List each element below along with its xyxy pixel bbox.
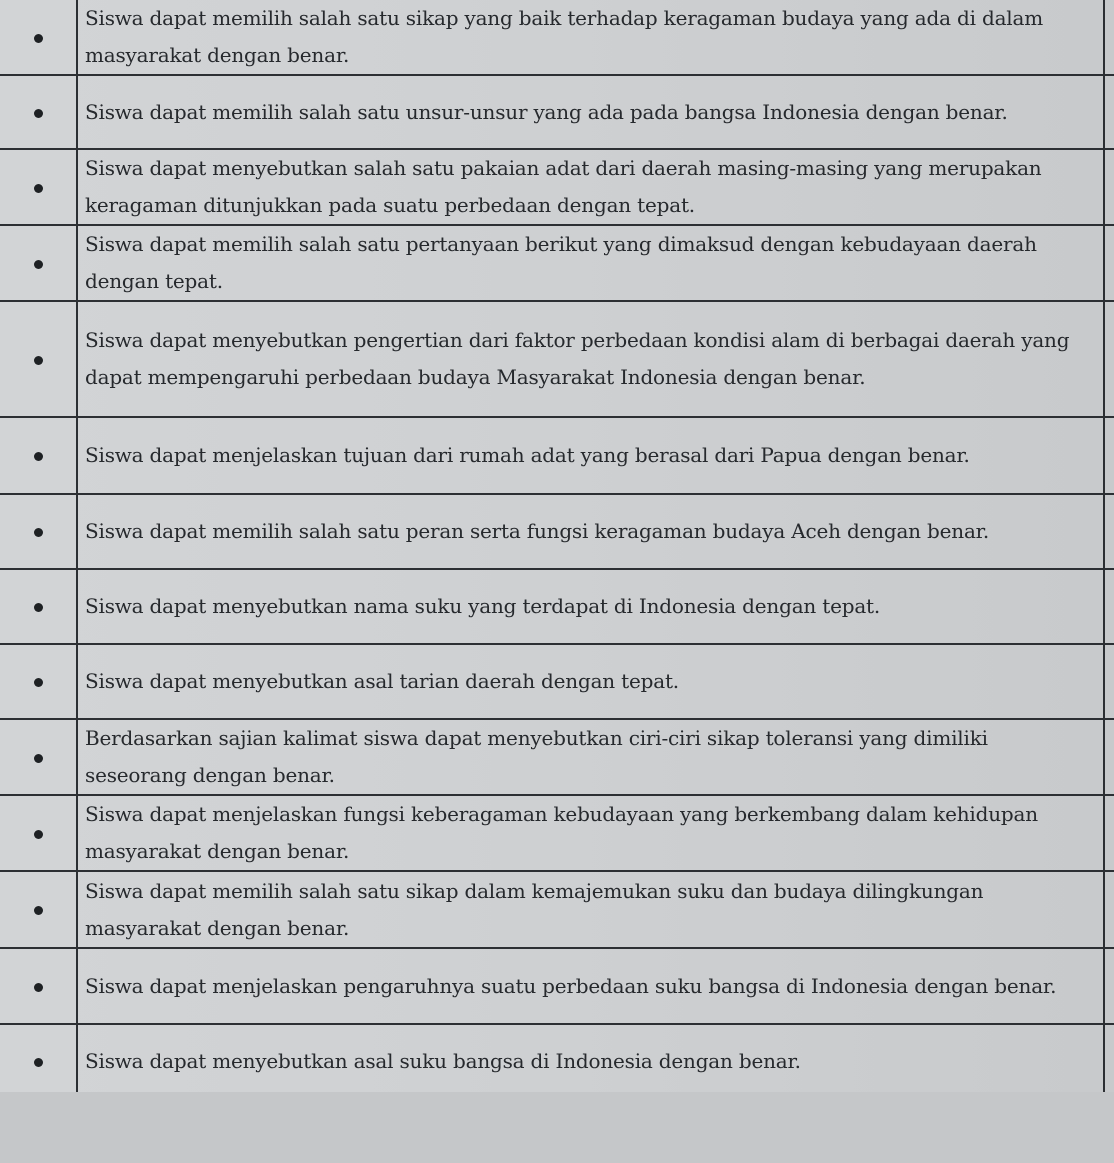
table-row <box>0 75 1114 149</box>
bullet-icon <box>34 754 43 763</box>
indicator-text: Siswa dapat memilih salah satu unsur-unsur yang ada pada bangsa Indonesia dengan benar. <box>77 75 1104 149</box>
table-row <box>0 719 1114 795</box>
bullet-icon <box>34 830 43 839</box>
bullet-icon <box>34 678 43 687</box>
indicator-text: Berdasarkan sajian kalimat siswa dapat menyebutkan ciri-ciri sikap toleransi yang dimiliki seseorang dengan benar. <box>77 719 1104 795</box>
indicator-text: Siswa dapat menjelaskan pengaruhnya suatu perbedaan suku bangsa di Indonesia dengan benar. <box>77 948 1104 1024</box>
bullet-icon <box>34 452 43 461</box>
bullet-icon <box>34 184 43 193</box>
empty-cell <box>1104 494 1114 569</box>
indicator-text: Siswa dapat menyebutkan salah satu pakaian adat dari daerah masing-masing yang merupakan keragaman ditunjukkan pada suatu perbedaan dengan tepat. <box>77 149 1104 225</box>
table-row <box>0 948 1114 1024</box>
bullet-icon <box>34 528 43 537</box>
indicator-text: Siswa dapat memilih salah satu sikap dalam kemajemukan suku dan budaya dilingkungan masyarakat dengan benar. <box>77 871 1104 948</box>
indicator-text: Siswa dapat menyebutkan asal tarian daerah dengan tepat. <box>77 644 1104 719</box>
indicator-text: Siswa dapat memilih salah satu sikap yang baik terhadap keragaman budaya yang ada di dalam masyarakat dengan benar. <box>77 0 1104 75</box>
table-row <box>0 417 1114 494</box>
table-row <box>0 0 1114 75</box>
bullet-cell <box>0 0 77 75</box>
empty-cell <box>1104 417 1114 494</box>
bullet-cell <box>0 795 77 871</box>
indicator-text: Siswa dapat menyebutkan nama suku yang terdapat di Indonesia dengan tepat. <box>77 569 1104 644</box>
empty-cell <box>1104 301 1114 417</box>
bullet-cell <box>0 149 77 225</box>
bullet-icon <box>34 1058 43 1067</box>
page-bottom-margin <box>0 1092 1114 1163</box>
empty-cell <box>1104 225 1114 301</box>
empty-cell <box>1104 569 1114 644</box>
empty-cell <box>1104 149 1114 225</box>
bullet-cell <box>0 301 77 417</box>
bullet-cell <box>0 494 77 569</box>
table-row <box>0 301 1114 417</box>
empty-cell <box>1104 75 1114 149</box>
bullet-cell <box>0 871 77 948</box>
bullet-icon <box>34 356 43 365</box>
bullet-icon <box>34 603 43 612</box>
table-row <box>0 871 1114 948</box>
indicator-text: Siswa dapat menjelaskan tujuan dari rumah adat yang berasal dari Papua dengan benar. <box>77 417 1104 494</box>
bullet-icon <box>34 260 43 269</box>
bullet-cell <box>0 75 77 149</box>
empty-cell <box>1104 1024 1114 1098</box>
empty-cell <box>1104 0 1114 75</box>
bullet-cell <box>0 948 77 1024</box>
table-row <box>0 644 1114 719</box>
table-row <box>0 795 1114 871</box>
empty-cell <box>1104 871 1114 948</box>
bullet-icon <box>34 906 43 915</box>
indicator-text: Siswa dapat memilih salah satu peran serta fungsi keragaman budaya Aceh dengan benar. <box>77 494 1104 569</box>
bullet-icon <box>34 34 43 43</box>
bullet-cell <box>0 644 77 719</box>
indicator-text: Siswa dapat menyebutkan asal suku bangsa di Indonesia dengan benar. <box>77 1024 1104 1098</box>
bullet-cell <box>0 719 77 795</box>
empty-cell <box>1104 795 1114 871</box>
bullet-cell <box>0 417 77 494</box>
indicator-text: Siswa dapat menjelaskan fungsi keberagaman kebudayaan yang berkembang dalam kehidupan masyarakat dengan benar. <box>77 795 1104 871</box>
bullet-icon <box>34 109 43 118</box>
table-row <box>0 569 1114 644</box>
table-row <box>0 494 1114 569</box>
empty-cell <box>1104 719 1114 795</box>
table-row <box>0 225 1114 301</box>
bullet-cell <box>0 225 77 301</box>
indicator-text: Siswa dapat memilih salah satu pertanyaan berikut yang dimaksud dengan kebudayaan daerah dengan tepat. <box>77 225 1104 301</box>
empty-cell <box>1104 644 1114 719</box>
bullet-cell <box>0 569 77 644</box>
bullet-cell <box>0 1024 77 1098</box>
indicator-text: Siswa dapat menyebutkan pengertian dari faktor perbedaan kondisi alam di berbagai daerah yang dapat mempengaruhi perbedaan budaya Masyarakat Indonesia dengan benar. <box>77 301 1104 417</box>
empty-cell <box>1104 948 1114 1024</box>
table-row <box>0 149 1114 225</box>
table-row <box>0 1024 1114 1098</box>
bullet-icon <box>34 983 43 992</box>
